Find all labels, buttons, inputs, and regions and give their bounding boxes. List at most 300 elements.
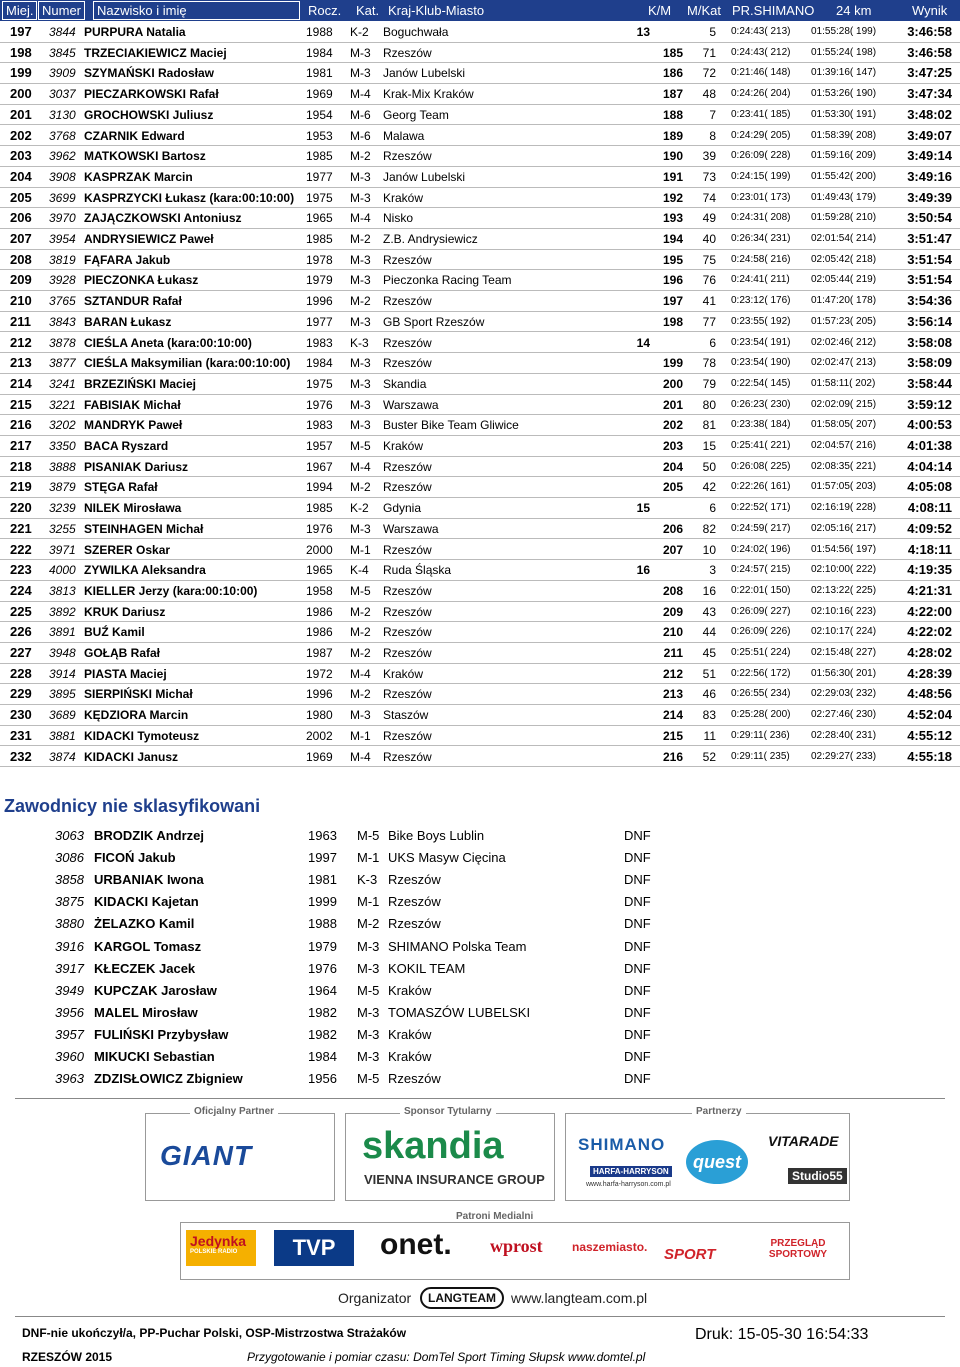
rider-name: KASPRZYCKI Łukasz (kara:00:10:00) xyxy=(84,190,295,205)
birth-year: 1965 xyxy=(306,563,333,578)
km-place: 13 xyxy=(636,25,650,39)
position: 201 xyxy=(10,106,32,122)
bib-number: 3350 xyxy=(49,439,76,453)
table-row xyxy=(0,291,960,312)
dnf-row xyxy=(0,1002,960,1024)
split-time: 01:55:28( 199) xyxy=(811,26,877,37)
bib-number: 3963 xyxy=(55,1071,84,1087)
mkat-place: 44 xyxy=(702,625,716,640)
m-place: 210 xyxy=(662,625,683,640)
category: M-3 xyxy=(350,418,371,433)
rider-name: KIDACKI Janusz xyxy=(84,749,179,764)
tvpsport-logo: SPORT xyxy=(664,1246,716,1263)
m-place: 196 xyxy=(662,273,683,288)
split-time: 02:13:22( 225) xyxy=(811,584,877,596)
m-place: 215 xyxy=(662,728,683,743)
status: DNF xyxy=(624,1071,651,1087)
mkat-place: 71 xyxy=(702,45,716,60)
category: M-4 xyxy=(350,666,371,681)
m-place: 186 xyxy=(662,66,683,81)
result: 3:49:14 xyxy=(907,148,952,164)
bib-number: 3844 xyxy=(49,25,76,39)
mkat-place: 77 xyxy=(702,314,716,329)
m-place: 199 xyxy=(662,356,683,371)
header-kraj: Kraj-Klub-Miasto xyxy=(388,3,485,18)
shimano-time: 0:24:15( 199) xyxy=(731,170,791,182)
wprost-logo: wprost xyxy=(490,1236,543,1256)
divider xyxy=(15,1098,945,1099)
position: 206 xyxy=(10,210,32,226)
result: 4:19:35 xyxy=(907,562,952,578)
club: Janów Lubelski xyxy=(383,66,466,81)
split-time: 01:55:24( 198) xyxy=(811,46,877,58)
birth-year: 1975 xyxy=(306,376,333,391)
birth-year: 1985 xyxy=(306,501,333,516)
bib-number: 3877 xyxy=(49,356,76,371)
category: M-2 xyxy=(357,916,380,932)
club: Rzeszów xyxy=(383,625,432,640)
naszemiasto-logo: naszemiasto. xyxy=(572,1240,648,1254)
status: DNF xyxy=(624,1004,651,1020)
shimano-time: 0:22:26( 161) xyxy=(731,481,791,493)
rider-name: ZYWILKA Aleksandra xyxy=(84,563,206,578)
bib-number: 3221 xyxy=(49,397,76,412)
quest-logo: quest xyxy=(686,1140,748,1184)
position: 230 xyxy=(10,707,32,723)
m-place: 204 xyxy=(662,459,683,474)
result: 3:54:36 xyxy=(907,293,952,309)
bib-number: 3895 xyxy=(49,687,76,702)
table-row xyxy=(0,581,960,602)
category: M-1 xyxy=(350,728,371,743)
m-place: 208 xyxy=(662,583,683,598)
bib-number: 3970 xyxy=(49,211,76,226)
club: Rzeszów xyxy=(388,1071,441,1087)
category: M-4 xyxy=(350,211,371,226)
split-time: 01:53:26( 190) xyxy=(811,88,877,100)
bib-number: 3880 xyxy=(55,916,84,932)
shimano-time: 0:24:29( 205) xyxy=(731,129,791,141)
bib-number: 3768 xyxy=(49,128,76,143)
result: 3:58:09 xyxy=(907,355,952,371)
birth-year: 1957 xyxy=(306,439,333,453)
split-time: 02:10:16( 223) xyxy=(811,605,877,617)
birth-year: 1977 xyxy=(306,314,333,329)
table-row xyxy=(0,664,960,685)
birth-year: 1986 xyxy=(306,625,333,640)
bib-number: 3699 xyxy=(49,190,76,205)
split-time: 01:55:42( 200) xyxy=(811,170,877,182)
birth-year: 1985 xyxy=(306,149,333,164)
category: K-2 xyxy=(350,25,369,39)
position: 226 xyxy=(10,624,32,640)
official-partner-label: Oficjalny Partner xyxy=(190,1106,278,1117)
result: 4:55:18 xyxy=(907,748,952,764)
shimano-time: 0:22:54( 145) xyxy=(731,377,791,389)
bib-number: 3202 xyxy=(49,418,76,433)
bib-number: 3949 xyxy=(55,982,84,998)
position: 203 xyxy=(10,148,32,164)
mkat-place: 3 xyxy=(709,563,716,578)
table-row xyxy=(0,726,960,747)
bib-number: 3878 xyxy=(49,335,76,350)
table-row xyxy=(0,167,960,188)
table-row xyxy=(0,395,960,416)
birth-year: 1984 xyxy=(306,45,333,60)
table-row xyxy=(0,208,960,229)
category: K-3 xyxy=(350,335,369,350)
header-kat: Kat. xyxy=(356,3,380,18)
birth-year: 1956 xyxy=(308,1071,337,1087)
birth-year: 1982 xyxy=(308,1004,337,1020)
category: M-3 xyxy=(350,273,371,288)
mkat-place: 51 xyxy=(702,666,716,681)
bib-number: 3086 xyxy=(55,850,84,866)
result: 3:50:54 xyxy=(907,210,952,226)
category: M-2 xyxy=(350,687,371,702)
bib-number: 3874 xyxy=(49,749,76,764)
result: 4:28:02 xyxy=(907,645,952,660)
m-place: 197 xyxy=(662,294,683,309)
split-time: 02:10:00( 222) xyxy=(811,564,877,576)
result: 3:51:54 xyxy=(907,272,952,288)
skandia-subtitle: VIENNA INSURANCE GROUP xyxy=(364,1172,545,1187)
dnf-row xyxy=(0,825,960,847)
mkat-place: 42 xyxy=(702,480,716,495)
km-place: 14 xyxy=(636,335,650,350)
club: Kraków xyxy=(383,666,424,681)
table-row xyxy=(0,498,960,519)
bib-number: 3858 xyxy=(55,872,84,888)
status: DNF xyxy=(624,982,651,998)
rider-name: SZYMAŃSKI Radosław xyxy=(84,66,215,81)
birth-year: 1987 xyxy=(306,646,333,660)
rider-name: NILEK Mirosława xyxy=(84,501,182,516)
position: 220 xyxy=(10,500,32,516)
m-place: 212 xyxy=(662,666,683,681)
mkat-place: 82 xyxy=(702,521,716,536)
rider-name: STĘGA Rafał xyxy=(84,480,158,495)
position: 214 xyxy=(10,375,32,391)
club: Rzeszów xyxy=(383,480,432,495)
club: Rzeszów xyxy=(383,583,432,598)
position: 227 xyxy=(10,645,32,660)
club: Gdynia xyxy=(383,501,422,516)
club: Kraków xyxy=(388,1049,432,1064)
category: M-6 xyxy=(350,107,371,122)
table-row xyxy=(0,374,960,395)
mkat-place: 11 xyxy=(703,728,716,743)
birth-year: 1981 xyxy=(308,872,337,888)
table-row xyxy=(0,270,960,291)
result: 3:51:54 xyxy=(907,251,952,267)
bib-number: 3845 xyxy=(49,45,76,60)
rider-name: CZARNIK Edward xyxy=(84,128,185,143)
shimano-time: 0:25:28( 200) xyxy=(731,709,791,721)
table-row xyxy=(0,622,960,643)
rider-name: KIDACKI Kajetan xyxy=(94,894,199,910)
harfa-url: www.harfa-harryson.com.pl xyxy=(586,1181,671,1188)
club: Rzeszów xyxy=(383,294,432,309)
km-place: 16 xyxy=(636,563,650,578)
jedynka-logo xyxy=(186,1230,256,1266)
club: Boguchwała xyxy=(383,25,449,39)
rider-name: MANDRYK Paweł xyxy=(84,418,183,433)
dnf-row xyxy=(0,1024,960,1046)
m-place: 189 xyxy=(662,128,683,143)
shimano-time: 0:23:55( 192) xyxy=(731,315,791,327)
m-place: 201 xyxy=(662,397,683,412)
header-shimano: PR.SHIMANO xyxy=(732,3,815,18)
category: M-3 xyxy=(350,169,371,184)
shimano-time: 0:24:43( 213) xyxy=(731,26,791,37)
table-row xyxy=(0,519,960,540)
m-place: 211 xyxy=(663,646,683,660)
mkat-place: 40 xyxy=(702,232,716,246)
category: M-2 xyxy=(350,646,371,660)
position: 232 xyxy=(10,748,32,764)
split-time: 01:56:30( 201) xyxy=(811,667,877,679)
table-row xyxy=(0,747,960,768)
club: Warszawa xyxy=(383,397,439,412)
category: M-3 xyxy=(350,397,371,412)
rider-name: GOŁĄB Rafał xyxy=(84,646,161,660)
split-time: 01:54:56( 197) xyxy=(811,543,877,555)
bib-number: 3971 xyxy=(49,542,76,557)
footer-city: RZESZÓW 2015 xyxy=(22,1350,113,1364)
table-row xyxy=(0,560,960,581)
category: M-3 xyxy=(350,66,371,81)
split-time: 01:58:39( 208) xyxy=(811,129,877,141)
dnf-row xyxy=(0,913,960,935)
club: Skandia xyxy=(383,376,427,391)
header-km: K/M xyxy=(648,3,672,18)
rider-name: FĄFARA Jakub xyxy=(84,252,171,267)
category: M-2 xyxy=(350,149,371,164)
result: 4:04:14 xyxy=(907,458,952,474)
mkat-place: 76 xyxy=(702,273,716,288)
club: Buster Bike Team Gliwice xyxy=(383,418,519,433)
przeglad-sportowy-logo: PRZEGLĄD SPORTOWY xyxy=(768,1238,828,1260)
rider-name: KARGOL Tomasz xyxy=(94,938,202,954)
result: 4:00:53 xyxy=(907,417,952,433)
shimano-time: 0:22:56( 172) xyxy=(731,667,791,679)
category: M-3 xyxy=(357,1004,380,1020)
m-place: 190 xyxy=(662,149,683,164)
m-place: 185 xyxy=(662,45,683,60)
category: M-5 xyxy=(350,439,371,453)
bib-number: 3875 xyxy=(55,894,84,910)
shimano-time: 0:24:59( 217) xyxy=(731,522,791,534)
rider-name: MATKOWSKI Bartosz xyxy=(84,149,206,164)
club: TOMASZÓW LUBELSKI xyxy=(388,1004,531,1020)
dnf-row xyxy=(0,1068,960,1090)
split-time: 02:28:40( 231) xyxy=(811,729,877,741)
club: UKS Masyw Cięcina xyxy=(388,850,506,866)
rider-name: BACA Ryszard xyxy=(84,439,169,453)
position: 209 xyxy=(10,272,32,288)
shimano-time: 0:26:09( 227) xyxy=(731,605,791,617)
rider-name: ZAJĄCZKOWSKI Antoniusz xyxy=(84,211,242,226)
category: K-4 xyxy=(350,563,369,578)
table-row xyxy=(0,457,960,478)
table-row xyxy=(0,540,960,561)
position: 223 xyxy=(10,562,32,578)
rider-name: PIASTA Maciej xyxy=(84,666,167,681)
mkat-place: 72 xyxy=(702,66,716,81)
split-time: 02:02:47( 213) xyxy=(811,357,877,369)
split-time: 01:57:23( 205) xyxy=(811,315,877,327)
table-row xyxy=(0,643,960,664)
category: M-5 xyxy=(357,828,380,843)
mkat-place: 74 xyxy=(702,190,716,205)
birth-year: 1984 xyxy=(306,356,333,371)
table-row xyxy=(0,250,960,271)
result: 3:51:47 xyxy=(907,231,952,246)
result: 4:22:00 xyxy=(907,603,952,619)
club: Rzeszów xyxy=(383,646,432,660)
bib-number: 3957 xyxy=(55,1026,84,1042)
split-time: 01:59:16( 209) xyxy=(811,150,877,162)
shimano-time: 0:23:54( 190) xyxy=(731,357,791,369)
birth-year: 1979 xyxy=(308,938,337,954)
club: Kraków xyxy=(388,982,432,998)
studio55-logo: Studio55 xyxy=(788,1168,847,1184)
rider-name: MALEL Mirosław xyxy=(94,1004,198,1020)
bib-number: 3241 xyxy=(49,376,76,391)
category: M-4 xyxy=(350,749,371,764)
shimano-time: 0:21:46( 148) xyxy=(731,67,791,79)
status: DNF xyxy=(624,872,651,888)
rider-name: SZTANDUR Rafał xyxy=(84,294,182,309)
result: 4:21:31 xyxy=(907,582,952,598)
club: Georg Team xyxy=(383,107,449,122)
mkat-place: 16 xyxy=(702,583,716,598)
status: DNF xyxy=(624,828,651,843)
mkat-place: 43 xyxy=(702,604,716,619)
result: 4:28:39 xyxy=(907,665,952,681)
mkat-place: 10 xyxy=(702,542,716,557)
birth-year: 1997 xyxy=(308,850,337,866)
rider-name: ŻELAZKO Kamil xyxy=(94,916,195,932)
shimano-time: 0:23:01( 173) xyxy=(731,191,791,203)
club: Rzeszów xyxy=(388,894,441,910)
table-row xyxy=(0,705,960,726)
birth-year: 1965 xyxy=(306,211,333,226)
m-place: 187 xyxy=(662,87,683,102)
position: 198 xyxy=(10,44,32,60)
result: 4:48:56 xyxy=(907,686,952,702)
split-time: 01:58:05( 207) xyxy=(811,419,877,431)
mkat-place: 73 xyxy=(702,169,716,184)
rider-name: ZDZISŁOWICZ Zbigniew xyxy=(94,1071,243,1087)
table-row xyxy=(0,63,960,84)
shimano-time: 0:26:23( 230) xyxy=(731,398,791,410)
jedynka-name: Jedynka xyxy=(190,1233,247,1249)
result: 4:22:02 xyxy=(907,624,952,640)
mkat-place: 6 xyxy=(709,501,716,516)
result: 3:46:58 xyxy=(907,44,952,60)
table-row xyxy=(0,477,960,498)
club: Rzeszów xyxy=(383,728,432,743)
m-place: 188 xyxy=(662,107,683,122)
category: M-3 xyxy=(357,960,380,976)
mkat-place: 41 xyxy=(702,294,716,309)
mkat-place: 6 xyxy=(709,335,716,350)
bib-number: 3879 xyxy=(49,480,76,495)
table-row xyxy=(0,415,960,436)
shimano-time: 0:26:09( 226) xyxy=(731,626,791,638)
rider-name: PIECZARKOWSKI Rafał xyxy=(84,87,219,102)
mkat-place: 45 xyxy=(702,646,716,660)
category: M-2 xyxy=(350,604,371,619)
footer-legend: DNF-nie ukończył/a, PP-Puchar Polski, OSP-Mistrzostwa Strażaków xyxy=(22,1326,407,1340)
status: DNF xyxy=(624,894,651,910)
club: GB Sport Rzeszów xyxy=(383,314,485,329)
result: 3:49:39 xyxy=(907,189,952,205)
birth-year: 1976 xyxy=(306,397,333,412)
rider-name: MIKUCKI Sebastian xyxy=(94,1049,215,1064)
table-row xyxy=(0,146,960,167)
shimano-time: 0:23:41( 185) xyxy=(731,108,791,120)
result: 4:52:04 xyxy=(907,707,952,723)
bib-number: 3892 xyxy=(49,604,76,619)
jedynka-subtitle: POLSKIE RADIO xyxy=(190,1249,238,1255)
club: Kraków xyxy=(388,1026,432,1042)
rider-name: URBANIAK Iwona xyxy=(94,872,204,888)
position: 204 xyxy=(10,168,32,184)
footer-print-date: Druk: 15-05-30 16:54:33 xyxy=(695,1326,869,1343)
position: 218 xyxy=(10,458,32,474)
table-row xyxy=(0,312,960,333)
mkat-place: 8 xyxy=(709,128,716,143)
mkat-place: 81 xyxy=(702,418,716,433)
result: 3:49:07 xyxy=(907,127,952,143)
split-time: 02:05:42( 218) xyxy=(811,253,877,265)
position: 202 xyxy=(10,127,32,143)
category: M-2 xyxy=(350,480,371,495)
category: M-3 xyxy=(350,356,371,371)
birth-year: 1983 xyxy=(306,335,333,350)
club: Janów Lubelski xyxy=(383,169,466,184)
birth-year: 1996 xyxy=(306,294,333,309)
rider-name: KŁECZEK Jacek xyxy=(94,960,196,976)
table-row xyxy=(0,84,960,105)
birth-year: 1967 xyxy=(306,459,333,474)
position: 228 xyxy=(10,665,32,681)
header-numer: Numer xyxy=(38,1,85,20)
onet-logo: onet. xyxy=(380,1228,452,1261)
status: DNF xyxy=(624,916,651,932)
langteam-logo: LANGTEAM xyxy=(420,1287,504,1309)
footer-divider xyxy=(15,1316,945,1317)
category: M-3 xyxy=(350,190,371,205)
birth-year: 2000 xyxy=(306,542,333,557)
mkat-place: 5 xyxy=(709,25,716,39)
position: 221 xyxy=(10,520,32,536)
category: M-3 xyxy=(350,376,371,391)
langteam-url: www.langteam.com.pl xyxy=(511,1290,648,1306)
bib-number: 3843 xyxy=(49,314,76,329)
split-time: 02:05:44( 219) xyxy=(811,274,877,286)
shimano-time: 0:24:31( 208) xyxy=(731,212,791,224)
category: M-2 xyxy=(350,625,371,640)
shimano-time: 0:22:52( 171) xyxy=(731,502,791,514)
bib-number: 3037 xyxy=(49,87,76,102)
rider-name: FABISIAK Michał xyxy=(84,397,181,412)
shimano-time: 0:22:01( 150) xyxy=(731,584,791,596)
birth-year: 1976 xyxy=(308,960,337,976)
